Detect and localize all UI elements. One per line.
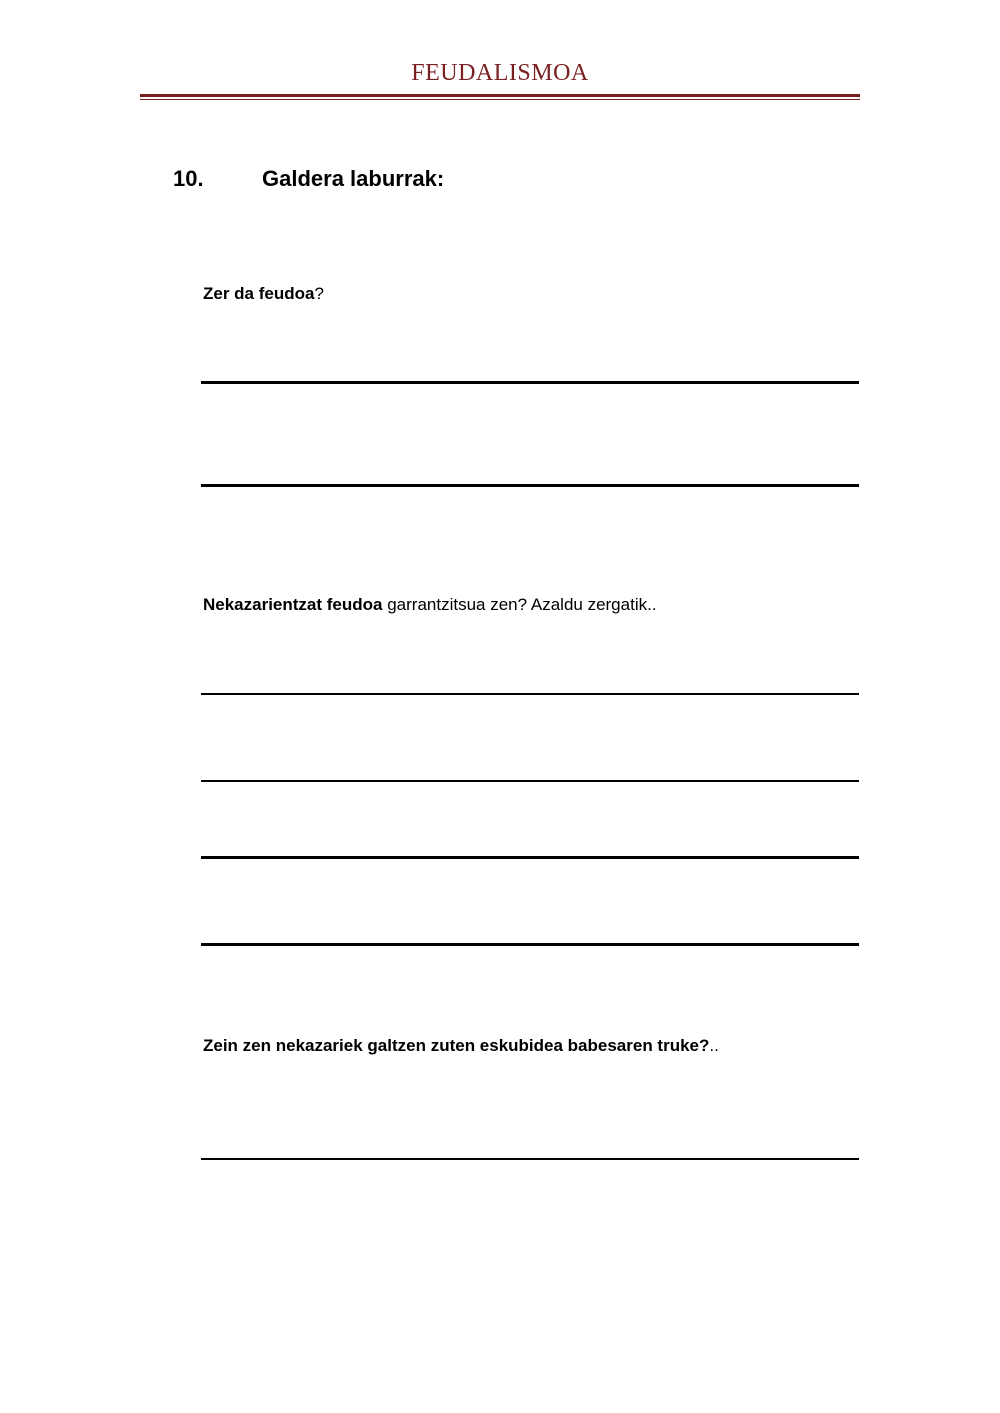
- question-1: [203, 284, 324, 304]
- document-title: FEUDALISMOA: [411, 60, 589, 86]
- question-1-rest: ?: [314, 284, 324, 303]
- question-2-bold: Nekazarientzat feudoa: [203, 595, 383, 614]
- answer-line-2-1[interactable]: [201, 693, 859, 695]
- header-rule-thin: [140, 99, 860, 100]
- question-3-rest: ..: [709, 1036, 719, 1055]
- header-rule-thick: [140, 94, 860, 97]
- section-number: 10.: [173, 166, 204, 191]
- answer-line-2-2[interactable]: [201, 780, 859, 782]
- answer-line-2-3[interactable]: [201, 856, 859, 859]
- question-1-bold: Zer da feudoa: [203, 284, 315, 303]
- section-title: Galdera laburrak:: [262, 166, 445, 191]
- answer-line-1-2[interactable]: [201, 484, 859, 487]
- answer-line-2-4[interactable]: [201, 943, 859, 946]
- question-2: [203, 595, 657, 615]
- answer-line-1-1[interactable]: [201, 381, 859, 384]
- question-2-rest: garrantzitsua zen? Azaldu zergatik..: [382, 595, 657, 614]
- answer-line-3-1[interactable]: [201, 1158, 859, 1160]
- question-3-bold: Zein zen nekazariek galtzen zuten eskubidea babesaren truke?: [203, 1036, 710, 1055]
- question-3: [203, 1036, 719, 1056]
